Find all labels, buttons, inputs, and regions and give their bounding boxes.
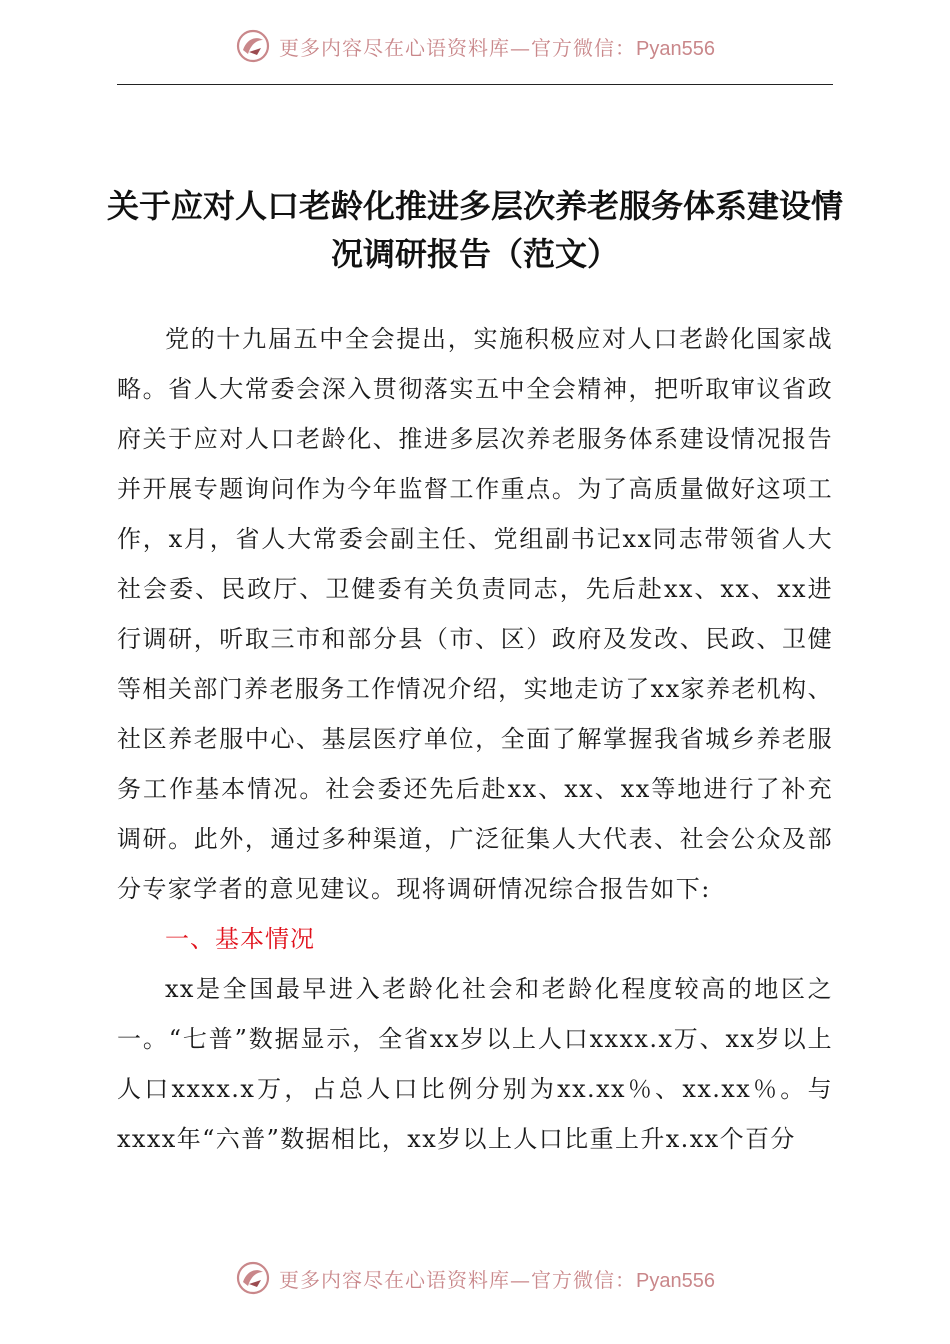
- intro-paragraph: 党的十九届五中全会提出，实施积极应对人口老龄化国家战略。省人大常委会深入贯彻落实五中全会精神，把听取审议省政府关于应对人口老龄化、推进多层次养老服务体系建设情况报告并开展专题询问作为今年监督工作重点。为了高质量做好这项工作，x月，省人大常委会副主任、党组副书记xx同志带领省人大社会委、民政厅、卫健委有关负责同志，先后赴xx、xx、xx进行调研，听取三市和部分县（市、区）政府及发改、民政、卫健等相关部门养老服务工作情况介绍，实地走访了xx家养老机构、社区养老服中心、基层医疗单位，全面了解掌握我省城乡养老服务工作基本情况。社会委还先后赴xx、xx、xx等地进行了补充调研。此外，通过多种渠道，广泛征集人大代表、社会公众及部分专家学者的意见建议。现将调研情况综合报告如下:: [117, 325, 833, 903]
- section-heading: 一、基本情况: [165, 925, 315, 953]
- footer-banner: [0, 1258, 950, 1298]
- header-banner-text: 更多内容尽在心语资料库—官方微信：Pyan556: [279, 35, 715, 60]
- header-divider: [117, 84, 833, 85]
- brand-logo-icon: [235, 28, 271, 64]
- document-body: [117, 314, 833, 1164]
- section-paragraph: xx是全国最早进入老龄化社会和老龄化程度较高的地区之一。“七普”数据显示，全省xx岁以上人口xxxx.x万、xx岁以上人口xxxx.x万，占总人口比例分别为xx.xx％、xx.xx％。与xxxx年“六普”数据相比，xx岁以上人口比重上升x.xx个百分: [117, 975, 833, 1153]
- document-title: 关于应对人口老龄化推进多层次养老服务体系建设情况调研报告（范文）: [106, 187, 843, 273]
- brand-logo-icon: [235, 1260, 271, 1296]
- header-banner: [0, 26, 950, 66]
- footer-banner-text: 更多内容尽在心语资料库—官方微信：Pyan556: [279, 1267, 715, 1292]
